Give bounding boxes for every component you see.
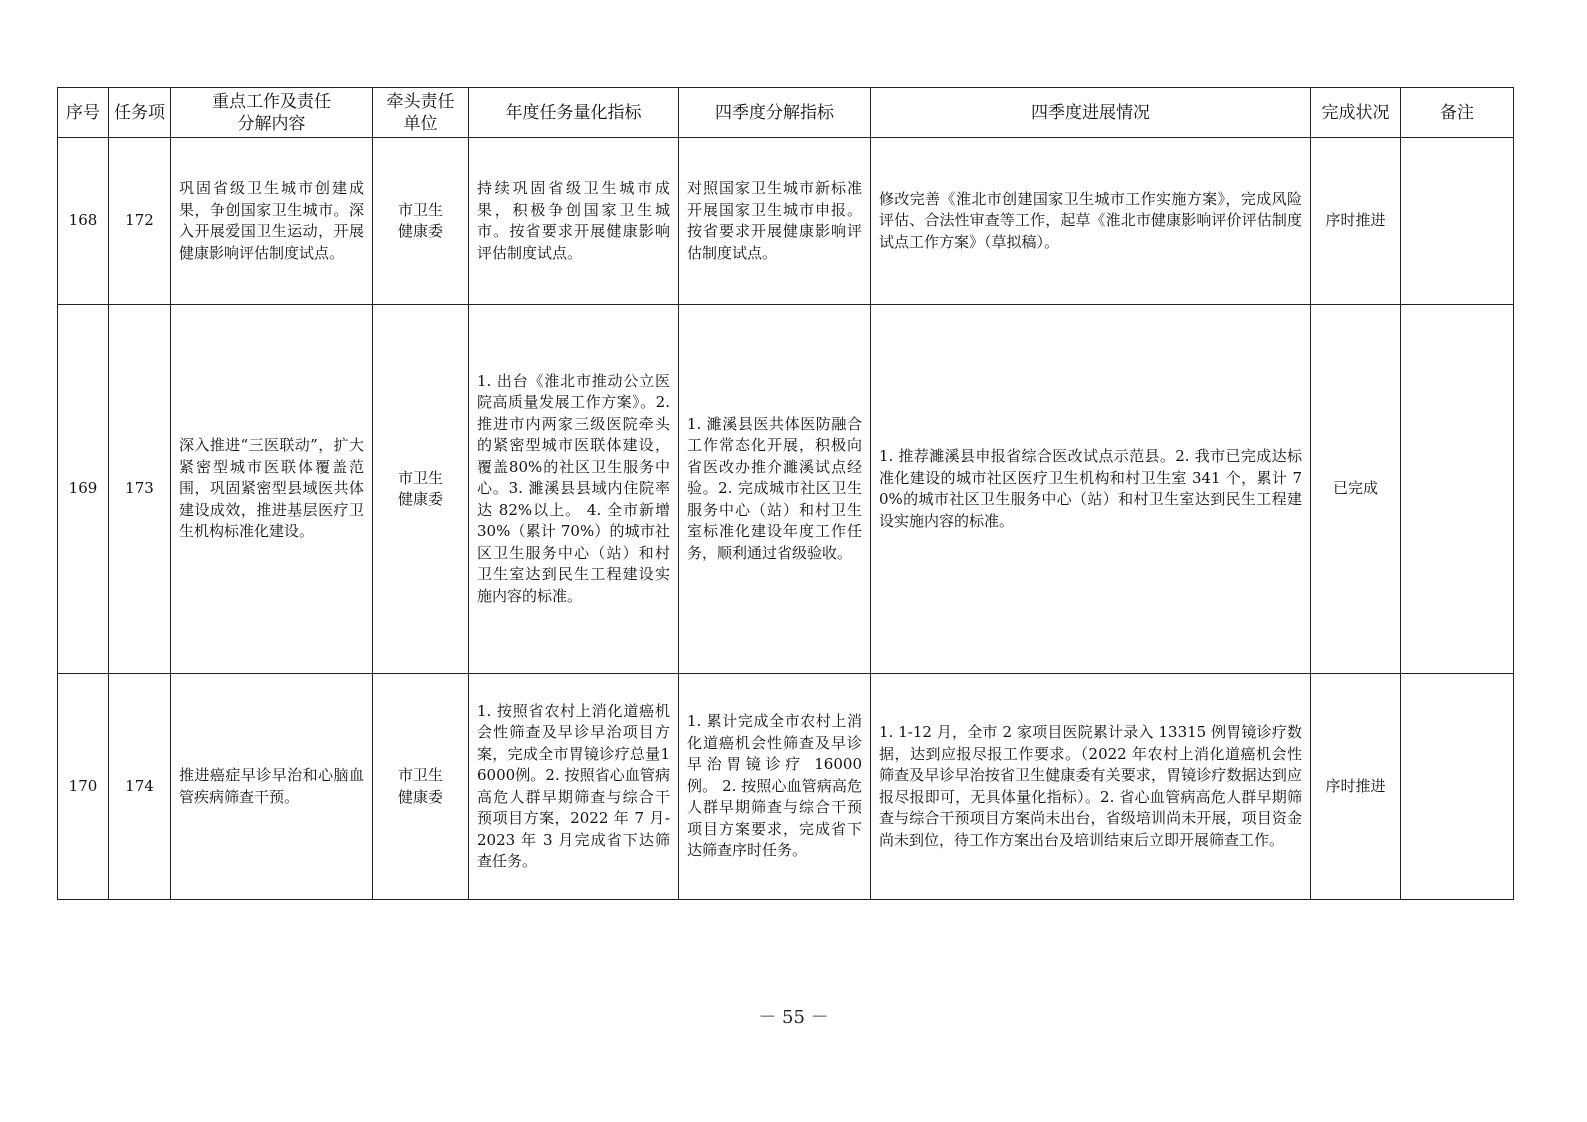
lead-unit-line2: 健康委 [397,787,443,806]
lead-unit-line1: 市卫生 [397,766,443,784]
row-annual-indicator: 持续巩固省级卫生城市成果，积极争创国家卫生城市。按省要求开展健康影响评估制度试点。 [469,138,679,305]
header-annual-indicator: 年度任务量化指标 [469,88,679,138]
row-lead-unit [373,138,469,305]
row-status: 序时推进 [1311,674,1401,900]
row-task: 173 [109,305,171,674]
table-row [58,138,1514,305]
row-q4-progress: 修改完善《淮北市创建国家卫生城市工作实施方案》，完成风险评估、合法性审查等工作，起草《淮北市健康影响评价评估制度试点工作方案》（草拟稿）。 [871,138,1311,305]
table-row [58,305,1514,674]
header-remarks: 备注 [1401,88,1514,138]
row-lead-unit [373,305,469,674]
lead-unit-line1: 市卫生 [397,200,443,219]
row-status: 已完成 [1311,305,1401,674]
row-q4-progress: 1. 1-12 月，全市 2 家项目医院累计录入 13315 例胃镜诊疗数据，达到应报尽报工作要求。（2022 年农村上消化道癌机会性筛查及早诊早治按省卫生健康委有关要求，胃镜诊疗数据达到应报尽报即可，无具体量化指标）。2. 省心血管病高危人群早期筛查与综合干预项目方案尚未出台，省级培训尚未开展，项目资金尚未到位，待工作方案出台及培训结束后立即开展筛查工作。 [871,674,1311,900]
header-lead-unit-line2: 单位 [403,113,438,134]
row-task: 172 [109,138,171,305]
table-header-row [58,88,1514,138]
lead-unit-line2: 健康委 [397,222,443,240]
header-q4-progress: 四季度进展情况 [871,88,1311,138]
row-q4-indicator: 1. 累计完成全市农村上消化道癌机会性筛查及早诊早治胃镜诊疗 16000 例。 2. 按照心血管病高危人群早期筛查与综合干预项目方案要求，完成省下达筛查序时任务。 [679,674,871,900]
row-status: 序时推进 [1311,138,1401,305]
row-key-work: 推进癌症早诊早治和心脑血管疾病筛查干预。 [171,674,373,900]
row-key-work: 深入推进“三医联动”，扩大紧密型城市医联体覆盖范围，巩固紧密型县域医共体建设成效，推进基层医疗卫生机构标准化建设。 [171,305,373,674]
header-q4-indicator: 四季度分解指标 [679,88,871,138]
header-lead-unit-line1: 牵头责任 [386,91,455,112]
header-status: 完成状况 [1311,88,1401,138]
header-lead-unit [373,88,469,138]
row-annual-indicator: 1. 按照省农村上消化道癌机会性筛查及早诊早治项目方案，完成全市胃镜诊疗总量16000例。2. 按照省心血管病高危人群早期筛查与综合干预项目方案，2022 年 7 月-2023 年 3 月完成省下达筛查任务。 [469,674,679,900]
row-task: 174 [109,674,171,900]
header-seq: 序号 [58,88,109,138]
page-number: － 55 － [758,1007,829,1028]
header-key-work-line1: 重点工作及责任 [212,91,331,112]
table-row [58,674,1514,900]
header-key-work [171,88,373,138]
progress-table [57,87,1514,900]
row-remarks [1401,138,1514,305]
row-seq: 170 [58,674,109,900]
row-seq: 168 [58,138,109,305]
row-q4-progress: 1. 推荐濉溪县申报省综合医改试点示范县。2. 我市已完成达标准化建设的城市社区医疗卫生机构和村卫生室 341 个，累计 70%的城市社区卫生服务中心（站）和村卫生室达到民生工程建设实施内容的标准。 [871,305,1311,674]
lead-unit-line2: 健康委 [397,490,443,508]
header-task: 任务项 [109,88,171,138]
row-seq: 169 [58,305,109,674]
row-q4-indicator: 对照国家卫生城市新标准开展国家卫生城市申报。按省要求开展健康影响评估制度试点。 [679,138,871,305]
row-key-work: 巩固省级卫生城市创建成果，争创国家卫生城市。深入开展爱国卫生运动，开展健康影响评估制度试点。 [171,138,373,305]
row-lead-unit [373,674,469,900]
lead-unit-line1: 市卫生 [397,468,443,487]
row-q4-indicator: 1. 濉溪县医共体医防融合工作常态化开展，积极向省医改办推介濉溪试点经验。2. 完成城市社区卫生服务中心（站）和村卫生室标准化建设年度工作任务，顺利通过省级验收。 [679,305,871,674]
row-remarks [1401,674,1514,900]
row-annual-indicator: 1. 出台《淮北市推动公立医院高质量发展工作方案》。2. 推进市内两家三级医院牵头的紧密型城市医联体建设，覆盖80%的社区卫生服务中心。3. 濉溪县县域内住院率达 82%以上。 4. 全市新增 30%（累计 70%）的城市社区卫生服务中心（站）和村卫生室达到民生工程建设实施内容的标准。 [469,305,679,674]
header-key-work-line2: 分解内容 [237,113,306,134]
row-remarks [1401,305,1514,674]
